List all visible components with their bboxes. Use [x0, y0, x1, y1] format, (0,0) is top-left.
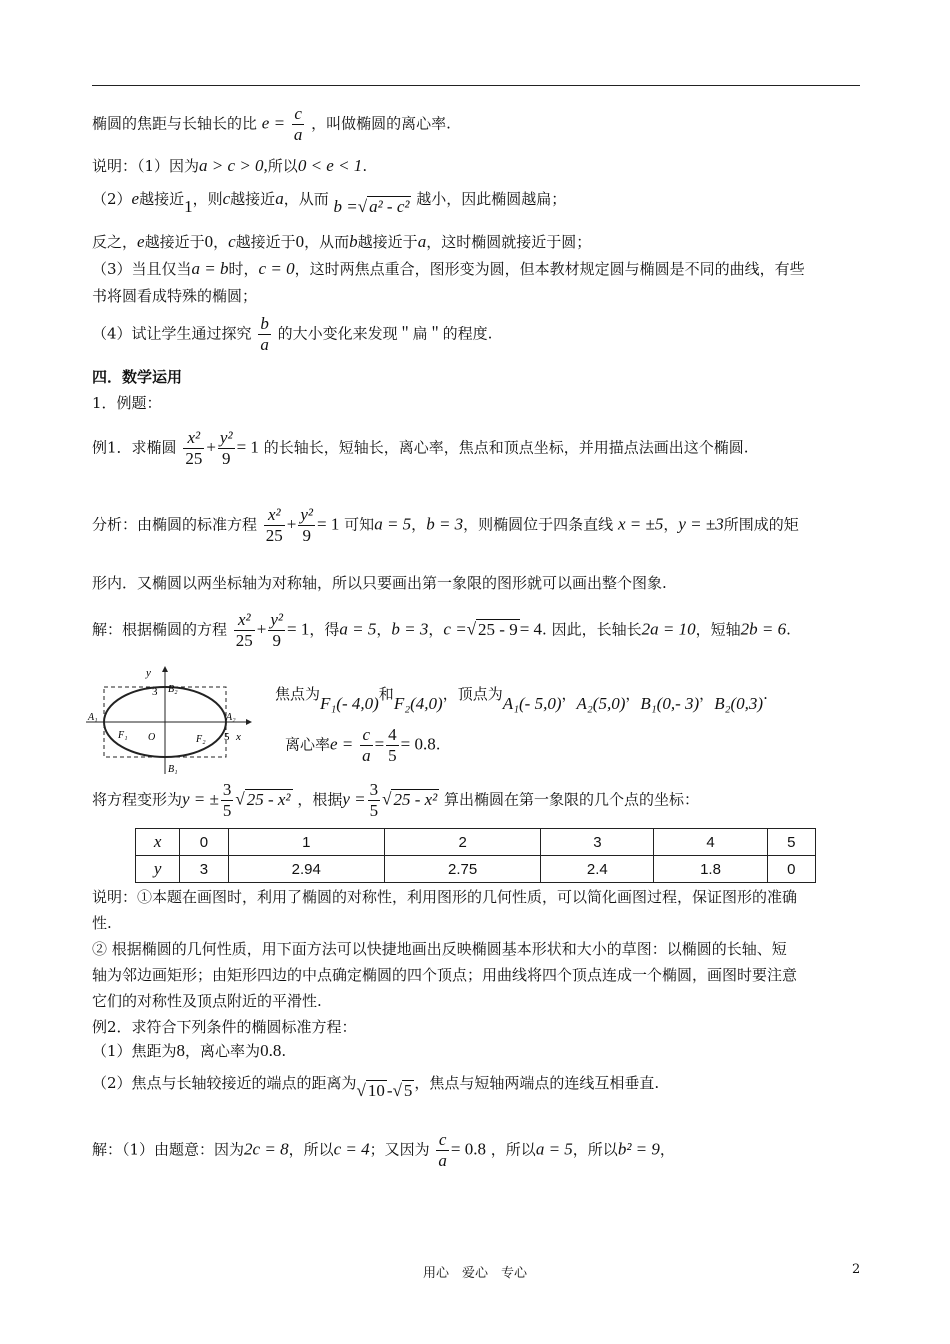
- page-number: 2: [852, 1262, 861, 1277]
- table-cell: 2.4: [541, 856, 654, 883]
- note-1: 说明：①本题在画图时，利用了椭圆的对称性，利用图形的几何性质，可以简化画图过程，保证图形的准确: [92, 888, 798, 906]
- table-cell: 2: [384, 829, 540, 856]
- y-axis-arrow: [162, 666, 168, 672]
- table-cell: 3: [180, 856, 228, 883]
- y-label: y: [146, 667, 151, 679]
- table-header-y: y: [136, 856, 180, 883]
- F1-label: F₁: [118, 730, 128, 741]
- subheading-examples: 1．例题：: [92, 394, 162, 412]
- text: ，叫做椭圆的离心率.: [311, 114, 451, 133]
- table-cell: 3: [541, 829, 654, 856]
- note-1b: 性.: [92, 914, 112, 932]
- table-cell: 0: [767, 856, 815, 883]
- table-cell: 2.94: [228, 856, 384, 883]
- section-heading: 四．数学运用: [92, 368, 183, 386]
- text: 椭圆的焦距与长轴长的比: [92, 114, 258, 133]
- table-row-x: [136, 829, 816, 856]
- B1-label: B₁: [168, 764, 178, 775]
- table-cell: 5: [767, 829, 815, 856]
- eccentricity: 离心率e = $\frac{c}{a}$ = $\frac{4}{5}$ = 0.8.: [285, 725, 441, 765]
- para-note-2: （2）e越接近1，则c越接近a，从而 b =√ a² - c² 越小，因此椭圆越扁；: [92, 189, 567, 216]
- para-eccentricity-def: [92, 104, 451, 145]
- table-cell: 0: [180, 829, 228, 856]
- para-note-3b: 书将圆看成特殊的椭圆；: [92, 287, 258, 305]
- coordinates-table: [135, 828, 816, 883]
- x-axis-arrow: [246, 719, 252, 725]
- B2-label: B₂: [168, 684, 178, 695]
- math: e =: [261, 113, 286, 133]
- note-2b: 轴为邻边画矩形；由矩形四边的中点确定椭圆的四个顶点；用曲线将四个顶点连成一个椭圆，画图时要注意: [92, 966, 798, 984]
- ellipse-figure: [84, 662, 254, 780]
- example-2-part-2: （2）焦点与长轴较接近的端点的距离为√ 10 -√ 5 ，焦点与短轴两端点的连线互相垂直.: [92, 1074, 660, 1100]
- table-cell: 1.8: [654, 856, 767, 883]
- footer-slogan: 用心 爱心 专心: [422, 1266, 527, 1281]
- tick-5: 5: [224, 731, 230, 743]
- table-cell: 1: [228, 829, 384, 856]
- para-note-3: （3）当且仅当a = b时，c = 0，这时两焦点重合，图形变为圆，但本教材规定圆与椭圆是不同的曲线，有些: [92, 259, 805, 278]
- table-header-x: x: [136, 829, 180, 856]
- analysis: 分析：由椭圆的标准方程 $\frac{\text{x²}}{25}$ + $\frac{\text{y²}}{9}$ = 1 可知a = 5，b = 3，则椭圆位于四条直线 x = ±5，y = ±3所围成的矩: [92, 505, 799, 545]
- table-cell: 4: [654, 829, 767, 856]
- origin-label: O: [148, 732, 156, 743]
- example-1: 例1．求椭圆 $\frac{\text{x²}}{25}$ + $\frac{\text{y²}}{9}$ = 1 的长轴长，短轴长，离心率，焦点和顶点坐标，并用描点法画出这个椭圆.: [92, 428, 749, 468]
- A2-label: A₂: [226, 712, 236, 723]
- note-2: ② 根据椭圆的几何性质，用下面方法可以快捷地画出反映椭圆基本形状和大小的草图：以椭圆的长轴、短: [92, 940, 787, 958]
- table-row-y: [136, 856, 816, 883]
- analysis-cont: 形内．又椭圆以两坐标轴为对称轴，所以只要画出第一象限的图形就可以画出整个图象.: [92, 574, 667, 592]
- example-2-part-1: （1）焦距为8，离心率为0.8.: [92, 1041, 287, 1060]
- F2-label: F₂: [196, 734, 206, 745]
- transform-equation: 将方程变形为y = ± $\frac{3}{5}$ √ 25 - x² ，根据y = $\frac{3}{5}$ √ 25 - x² 算出椭圆在第一象限的几个点的坐标：: [92, 780, 700, 820]
- A1-label: A₁: [88, 712, 98, 723]
- fraction: $\frac{c}{a}$: [293, 104, 303, 144]
- tick-3: 3: [152, 686, 158, 698]
- header-rule: [92, 85, 860, 86]
- table-cell: 2.75: [384, 856, 540, 883]
- note-2c: 它们的对称性及顶点附近的平滑性.: [92, 992, 322, 1010]
- foci-vertices: 焦点为F₁(- 4,0)和F₂(4,0)，顶点为A₁(- 5,0)，A₂(5,0)，B₁(0,- 3)，B₂(0,3).: [275, 685, 768, 713]
- example-2: 例2．求符合下列条件的椭圆标准方程：: [92, 1018, 357, 1036]
- solution-2: 解：（1）由题意：因为2c = 8，所以c = 4；又因为 $\frac{c}{a}$ = 0.8 ，所以a = 5，所以b² = 9，: [92, 1130, 675, 1170]
- para-note-2b: 反之，e越接近于0，c越接近于0，从而b越接近于a，这时椭圆就接近于圆；: [92, 232, 592, 251]
- para-note-4: （4）试让学生通过探究 $\frac{b}{a}$ 的大小变化来发现＂扁＂的程度.: [92, 314, 493, 354]
- x-label: x: [236, 731, 241, 743]
- solution: 解：根据椭圆的方程 $\frac{\text{x²}}{25}$ + $\frac{\text{y²}}{9}$ = 1，得a = 5，b = 3，c =√ 25 - 9 = 4. 因此，长轴长2a = 10，短轴2b = 6.: [92, 610, 791, 650]
- para-note-1: 说明：（1）因为a > c > 0,所以0 < e < 1.: [92, 156, 368, 175]
